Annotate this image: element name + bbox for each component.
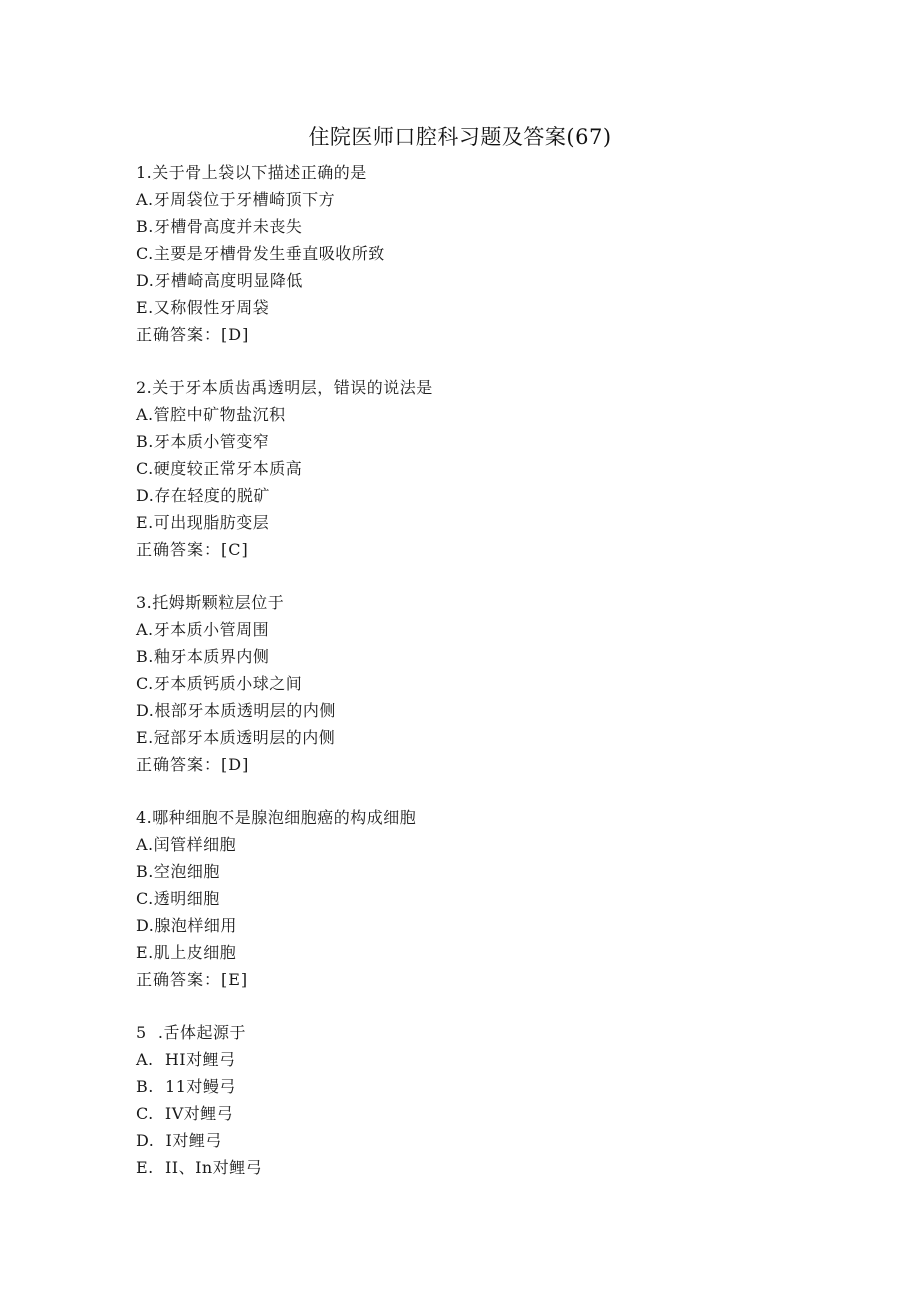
option-c: C.硬度较正常牙本质高 bbox=[136, 459, 303, 478]
option-d: D.牙槽崎高度明显降低 bbox=[136, 271, 303, 290]
question-stem: 3.托姆斯颗粒层位于 bbox=[136, 593, 285, 612]
question-stem: 5 .舌体起源于 bbox=[136, 1023, 246, 1042]
correct-answer: 正确答案：[E] bbox=[136, 970, 249, 989]
question-stem: 2.关于牙本质齿禹透明层，错误的说法是 bbox=[136, 378, 433, 397]
option-e: E.可出现脂肪变层 bbox=[136, 513, 270, 532]
document-title: 住院医师口腔科习题及答案(67) bbox=[308, 125, 612, 149]
option-e: E.又称假性牙周袋 bbox=[136, 298, 270, 317]
question-stem: 4.哪种细胞不是腺泡细胞癌的构成细胞 bbox=[136, 808, 417, 827]
option-a: A.闰管样细胞 bbox=[136, 835, 237, 854]
option-c: C.透明细胞 bbox=[136, 889, 220, 908]
correct-answer: 正确答案：[D] bbox=[136, 755, 250, 774]
question-2 bbox=[136, 374, 836, 563]
option-c: C. IV对鲤弓 bbox=[136, 1104, 234, 1123]
question-1 bbox=[136, 159, 836, 348]
option-d: D.根部牙本质透明层的内侧 bbox=[136, 701, 336, 720]
option-d: D.存在轻度的脱矿 bbox=[136, 486, 270, 505]
correct-answer: 正确答案：[C] bbox=[136, 540, 249, 559]
option-b: B.牙本质小管变窄 bbox=[136, 432, 270, 451]
option-e: E.肌上皮细胞 bbox=[136, 943, 237, 962]
option-a: A.牙周袋位于牙槽崎顶下方 bbox=[136, 190, 336, 209]
question-stem: 1.关于骨上袋以下描述正确的是 bbox=[136, 163, 367, 182]
option-e: E. II、In对鲤弓 bbox=[136, 1158, 263, 1177]
option-d: D.腺泡样细用 bbox=[136, 916, 237, 935]
option-a: A.管腔中矿物盐沉积 bbox=[136, 405, 286, 424]
option-d: D. I对鲤弓 bbox=[136, 1131, 222, 1150]
option-e: E.冠部牙本质透明层的内侧 bbox=[136, 728, 336, 747]
option-b: B.釉牙本质界内侧 bbox=[136, 647, 270, 666]
option-c: C.牙本质钙质小球之间 bbox=[136, 674, 303, 693]
option-b: B.牙槽骨高度并未丧失 bbox=[136, 217, 303, 236]
question-3 bbox=[136, 589, 836, 778]
question-4 bbox=[136, 804, 836, 993]
question-list bbox=[136, 159, 836, 1207]
option-b: B. 11对鳗弓 bbox=[136, 1077, 236, 1096]
option-a: A. HI对鲤弓 bbox=[136, 1050, 236, 1069]
option-c: C.主要是牙槽骨发生垂直吸收所致 bbox=[136, 244, 385, 263]
question-5 bbox=[136, 1019, 836, 1181]
correct-answer: 正确答案：[D] bbox=[136, 325, 250, 344]
option-b: B.空泡细胞 bbox=[136, 862, 220, 881]
option-a: A.牙本质小管周围 bbox=[136, 620, 270, 639]
